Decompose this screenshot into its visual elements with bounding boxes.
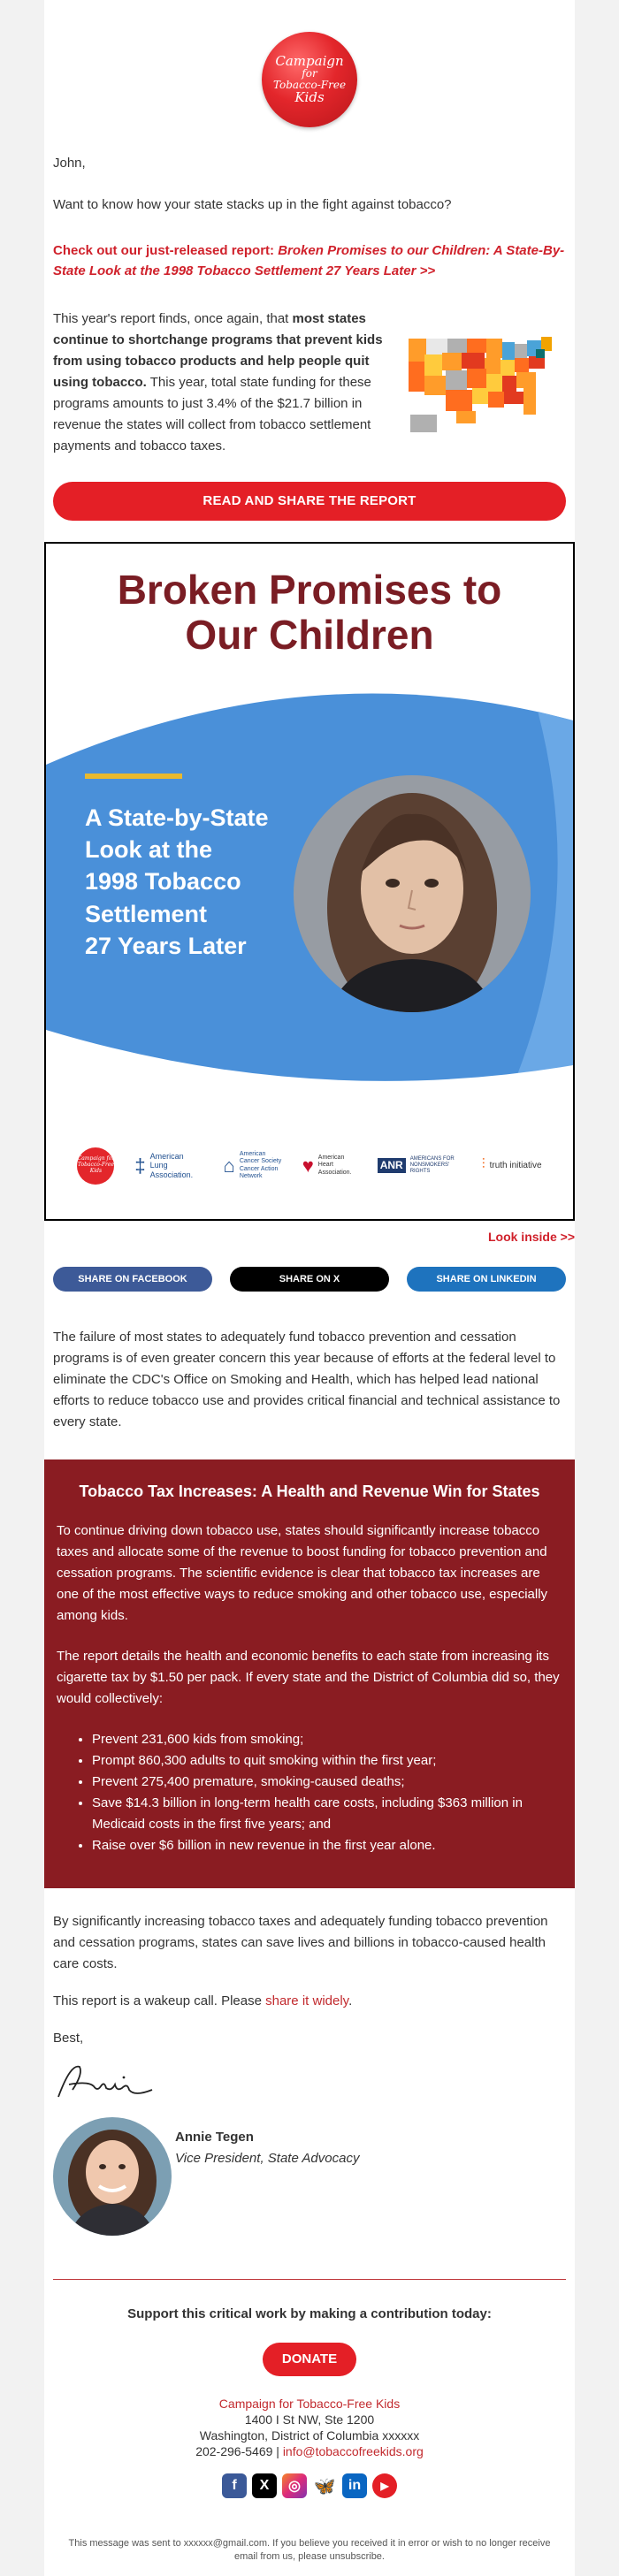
capitol-icon: ⌂: [223, 1154, 235, 1177]
org-contact: [44, 2443, 575, 2459]
partner-ctfk: [77, 1147, 114, 1185]
ctfk-mini-logo: Campaign for Tobacco-Free Kids: [77, 1147, 114, 1185]
annie-tegen-photo: [53, 2117, 172, 2236]
partner-ala: [134, 1152, 203, 1179]
instagram-icon[interactable]: ◎: [282, 2473, 307, 2498]
org-address-line1: 1400 I St NW, Ste 1200: [244, 2412, 375, 2427]
tax-benefits-list: [92, 1729, 562, 1856]
findings-bold: most states continue to shortchange programs that prevent kids from using tobacco products and help people quit using tobacco.: [53, 310, 383, 390]
partner-acs-label: American Cancer Society Cancer Action Network: [239, 1151, 282, 1179]
linkedin-icon[interactable]: in: [342, 2473, 367, 2498]
look-inside-link[interactable]: Look inside >>: [487, 1229, 575, 1244]
truth-icon: ⫶: [481, 1157, 485, 1173]
us-map-image[interactable]: [403, 333, 559, 439]
org-phone: 202-296-5469: [195, 2444, 273, 2459]
logo-text-2: for: [302, 67, 317, 80]
hero-sub-4: Settlement: [85, 900, 208, 927]
partner-truth-label: truth initiative: [489, 1160, 542, 1170]
list-item: • Prevent 275,400 premature, smoking-caused deaths;: [92, 1772, 562, 1793]
signoff: Best,: [53, 2030, 84, 2046]
girl-portrait-image: [294, 775, 531, 1012]
handwritten-signature: [53, 2054, 159, 2104]
bluesky-icon[interactable]: 🦋: [312, 2473, 337, 2498]
greeting: John,: [53, 156, 86, 171]
share-widely-link[interactable]: share it widely: [265, 1993, 349, 2008]
wakeup-paragraph: [53, 1991, 566, 2012]
org-email-link[interactable]: info@tobaccofreekids.org: [282, 2444, 424, 2459]
logo-text-3: Tobacco-Free: [272, 79, 347, 91]
facebook-icon[interactable]: f: [222, 2473, 247, 2498]
social-links: [44, 2473, 575, 2498]
lung-cross-icon: ‡: [134, 1154, 146, 1177]
report-cover-image[interactable]: [44, 542, 575, 1221]
share-linkedin-button[interactable]: SHARE ON LINKEDIN: [407, 1267, 566, 1292]
hero-accent-bar: [85, 774, 182, 779]
closing-section: [44, 1911, 575, 2240]
tax-heading: Tobacco Tax Increases: A Health and Revenue Win for States: [79, 1482, 540, 1500]
share-facebook-button[interactable]: SHARE ON FACEBOOK: [53, 1267, 212, 1292]
hero-sub-5: 27 Years Later: [85, 933, 247, 960]
email-container: [44, 0, 575, 2576]
partner-anr: [378, 1156, 462, 1175]
x-icon[interactable]: X: [252, 2473, 277, 2498]
partner-logos: [46, 1113, 573, 1219]
list-item: • Save $14.3 billion in long-term health care costs, including $363 million in Medicaid costs in the first five years; and: [92, 1793, 562, 1835]
report-link-prefix: Check out our just-released report:: [53, 243, 279, 258]
logo-header: [44, 0, 575, 140]
report-findings: [53, 309, 566, 457]
report-link-title[interactable]: Broken Promises to our Children: A State-By-State Look at the 1998 Tobacco Settlement 27 Years Later >>: [53, 243, 565, 279]
read-share-report-button[interactable]: READ AND SHARE THE REPORT: [53, 482, 566, 521]
intro-section: [44, 156, 575, 457]
hero-subtitle: [85, 802, 315, 963]
findings-text: [53, 309, 389, 457]
list-item: • Raise over $6 billion in new revenue in the first year alone.: [92, 1835, 562, 1856]
heart-torch-icon: ♥: [302, 1154, 314, 1177]
list-item: • Prompt 860,300 adults to quit smoking within the first year;: [92, 1750, 562, 1772]
share-buttons: [53, 1267, 566, 1292]
failure-paragraph: The failure of most states to adequately fund tobacco prevention and cessation programs is of even greater concern this year because of efforts at the federal level to eliminate the CDC's Office on Smoking and Health, which has helped lead national efforts to reduce tobacco use and provides critical financial and technical assistance to every state.: [53, 1329, 561, 1429]
partner-anr-badge: ANR: [378, 1158, 406, 1174]
tax-paragraph-2: The report details the health and economic benefits to each state from increasing its cigarette tax by $1.50 per pack. If every state and the District of Columbia did so, they would collectively:: [57, 1648, 560, 1706]
closing-paragraph: By significantly increasing tobacco taxes and adequately funding tobacco prevention and cessation programs, states can save lives and billions in tobacco-caused health care costs.: [53, 1913, 548, 1971]
partner-truth: [482, 1157, 542, 1173]
wakeup-suffix: .: [348, 1993, 353, 2008]
youtube-icon[interactable]: ▶: [372, 2473, 397, 2498]
hero-title-line2: Our Children: [185, 612, 434, 658]
partner-anr-label: AMERICANS FOR NONSMOKERS' RIGHTS: [409, 1156, 455, 1174]
signer-info: [175, 2127, 359, 2169]
signer-name: Annie Tegen: [175, 2129, 254, 2145]
footer-notice: This message was sent to xxxxxx@gmail.com. If you believe you received it in error or wish to no longer receive email from us, please unsubscribe.: [68, 2538, 551, 2563]
logo-text-4: Kids: [294, 88, 325, 105]
signature-block: [53, 2054, 566, 2240]
hero-sub-3: 1998 Tobacco: [85, 868, 241, 896]
tobacco-tax-section: [44, 1459, 575, 1888]
signature-column: [53, 2054, 184, 2240]
findings-part2: This year, total state funding for these programs amounts to just 3.4% of the $21.7 billion in revenue the states will collect from tobacco settlement payments and tobacco taxes.: [53, 374, 371, 453]
hero-sub-2: Look at the: [85, 835, 213, 863]
tax-paragraph-1: To continue driving down tobacco use, states should significantly increase tobacco taxes and allocate some of the revenue to boost funding for tobacco prevention and cessation programs. The scientific evidence is clear that tobacco tax increases are one of the most effective ways to reduce smoking and other tobacco use, especially among kids.: [57, 1522, 548, 1623]
list-item: • Prevent 231,600 kids from smoking;: [92, 1729, 562, 1750]
partner-ala-label: American Lung Association.: [149, 1151, 194, 1179]
findings-part1: This year's report finds, once again, that: [53, 310, 293, 326]
org-address-line2: Washington, District of Columbia xxxxxx: [199, 2427, 420, 2443]
partner-aha-label: American Heart Association.: [317, 1155, 352, 1176]
org-address: [44, 2396, 575, 2460]
partner-acs: [224, 1151, 282, 1179]
report-link[interactable]: [53, 240, 566, 282]
hero-sub-1: A State-by-State: [85, 804, 269, 831]
signer-role: Vice President, State Advocacy: [175, 2150, 360, 2166]
wakeup-prefix: This report is a wakeup call. Please: [53, 1993, 266, 2008]
intro-text: Want to know how your state stacks up in the fight against tobacco?: [53, 197, 452, 212]
section-divider: [53, 2279, 566, 2280]
org-sep: |: [272, 2444, 283, 2459]
support-text: Support this critical work by making a contribution today:: [127, 2305, 492, 2321]
donate-button[interactable]: DONATE: [263, 2343, 356, 2376]
share-x-button[interactable]: SHARE ON X: [230, 1267, 389, 1292]
logo-text-1: Campaign: [275, 52, 344, 69]
org-name-link[interactable]: Campaign for Tobacco-Free Kids: [218, 2396, 401, 2411]
hero-title-line1: Broken Promises to: [117, 567, 502, 614]
partner-aha: [302, 1155, 357, 1177]
ctfk-logo[interactable]: [262, 32, 357, 127]
